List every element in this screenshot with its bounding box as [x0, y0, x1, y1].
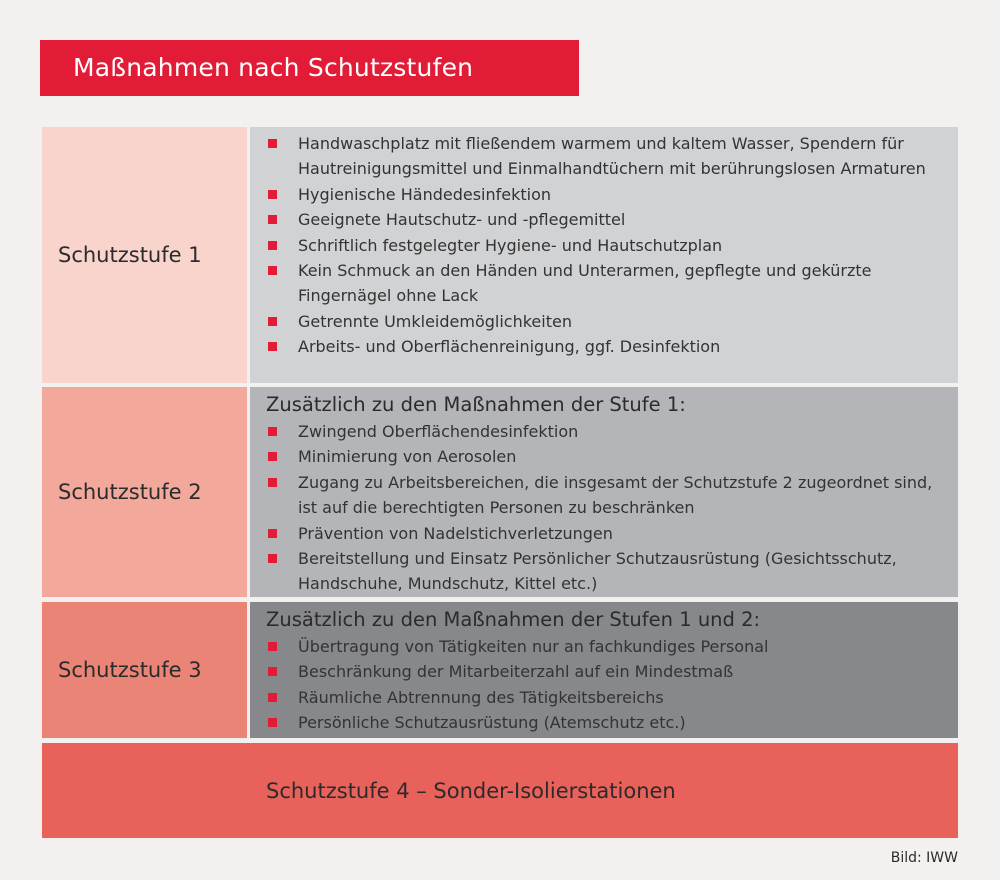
- list-item: Prävention von Nadelstichverletzungen: [266, 521, 948, 546]
- list-item: Bereitstellung und Einsatz Persönlicher Schutzausrüstung (Gesichtsschutz, Handschuhe, Mundschutz, Kittel etc.): [266, 546, 948, 597]
- list-item: Minimierung von Aerosolen: [266, 444, 948, 469]
- level-3-heading: Zusätzlich zu den Maßnahmen der Stufen 1 und 2:: [266, 608, 761, 631]
- list-item: Zwingend Oberflächendesinfektion: [266, 419, 948, 444]
- list-item: Getrennte Umkleidemöglichkeiten: [266, 309, 948, 334]
- level-1-row: [42, 127, 958, 383]
- image-credit: Bild: IWW: [890, 850, 958, 866]
- level-3-list: [266, 634, 948, 736]
- level-1-label: Schutzstufe 1: [42, 127, 247, 383]
- level-2-label: Schutzstufe 2: [42, 387, 247, 597]
- level-1-measures: [250, 127, 958, 383]
- list-item: Arbeits- und Oberflächenreinigung, ggf. Desinfektion: [266, 334, 948, 359]
- list-item: Übertragung von Tätigkeiten nur an fachkundiges Personal: [266, 634, 948, 659]
- list-item: Hygienische Händedesinfektion: [266, 182, 948, 207]
- level-4-label: Schutzstufe 4 – Sonder-Isolierstationen: [266, 778, 676, 803]
- list-item: Schriftlich festgelegter Hygiene- und Hautschutzplan: [266, 233, 948, 258]
- level-4-row: [42, 743, 958, 838]
- level-3-label: Schutzstufe 3: [42, 602, 247, 738]
- list-item: Zugang zu Arbeitsbereichen, die insgesamt der Schutzstufe 2 zugeordnet sind, ist auf die berechtigten Personen zu beschränken: [266, 470, 948, 521]
- list-item: Räumliche Abtrennung des Tätigkeitsbereichs: [266, 685, 948, 710]
- level-2-heading: Zusätzlich zu den Maßnahmen der Stufe 1:: [266, 393, 686, 416]
- level-2-list: [266, 419, 948, 597]
- level-3-measures: [250, 602, 958, 738]
- list-item: Handwaschplatz mit fließendem warmem und kaltem Wasser, Spendern für Hautreinigungsmittel und Einmalhandtüchern mit berührungslosen Armaturen: [266, 131, 948, 182]
- list-item: Geeignete Hautschutz- und -pflegemittel: [266, 207, 948, 232]
- list-item: Kein Schmuck an den Händen und Unterarmen, gepflegte und gekürzte Fingernägel ohne Lack: [266, 258, 948, 309]
- level-2-row: [42, 387, 958, 597]
- level-3-row: [42, 602, 958, 738]
- level-2-measures: [250, 387, 958, 597]
- list-item: Beschränkung der Mitarbeiterzahl auf ein Mindestmaß: [266, 659, 948, 684]
- level-1-list: [266, 131, 948, 360]
- page-title: Maßnahmen nach Schutzstufen: [40, 40, 579, 96]
- list-item: Persönliche Schutzausrüstung (Atemschutz etc.): [266, 710, 948, 735]
